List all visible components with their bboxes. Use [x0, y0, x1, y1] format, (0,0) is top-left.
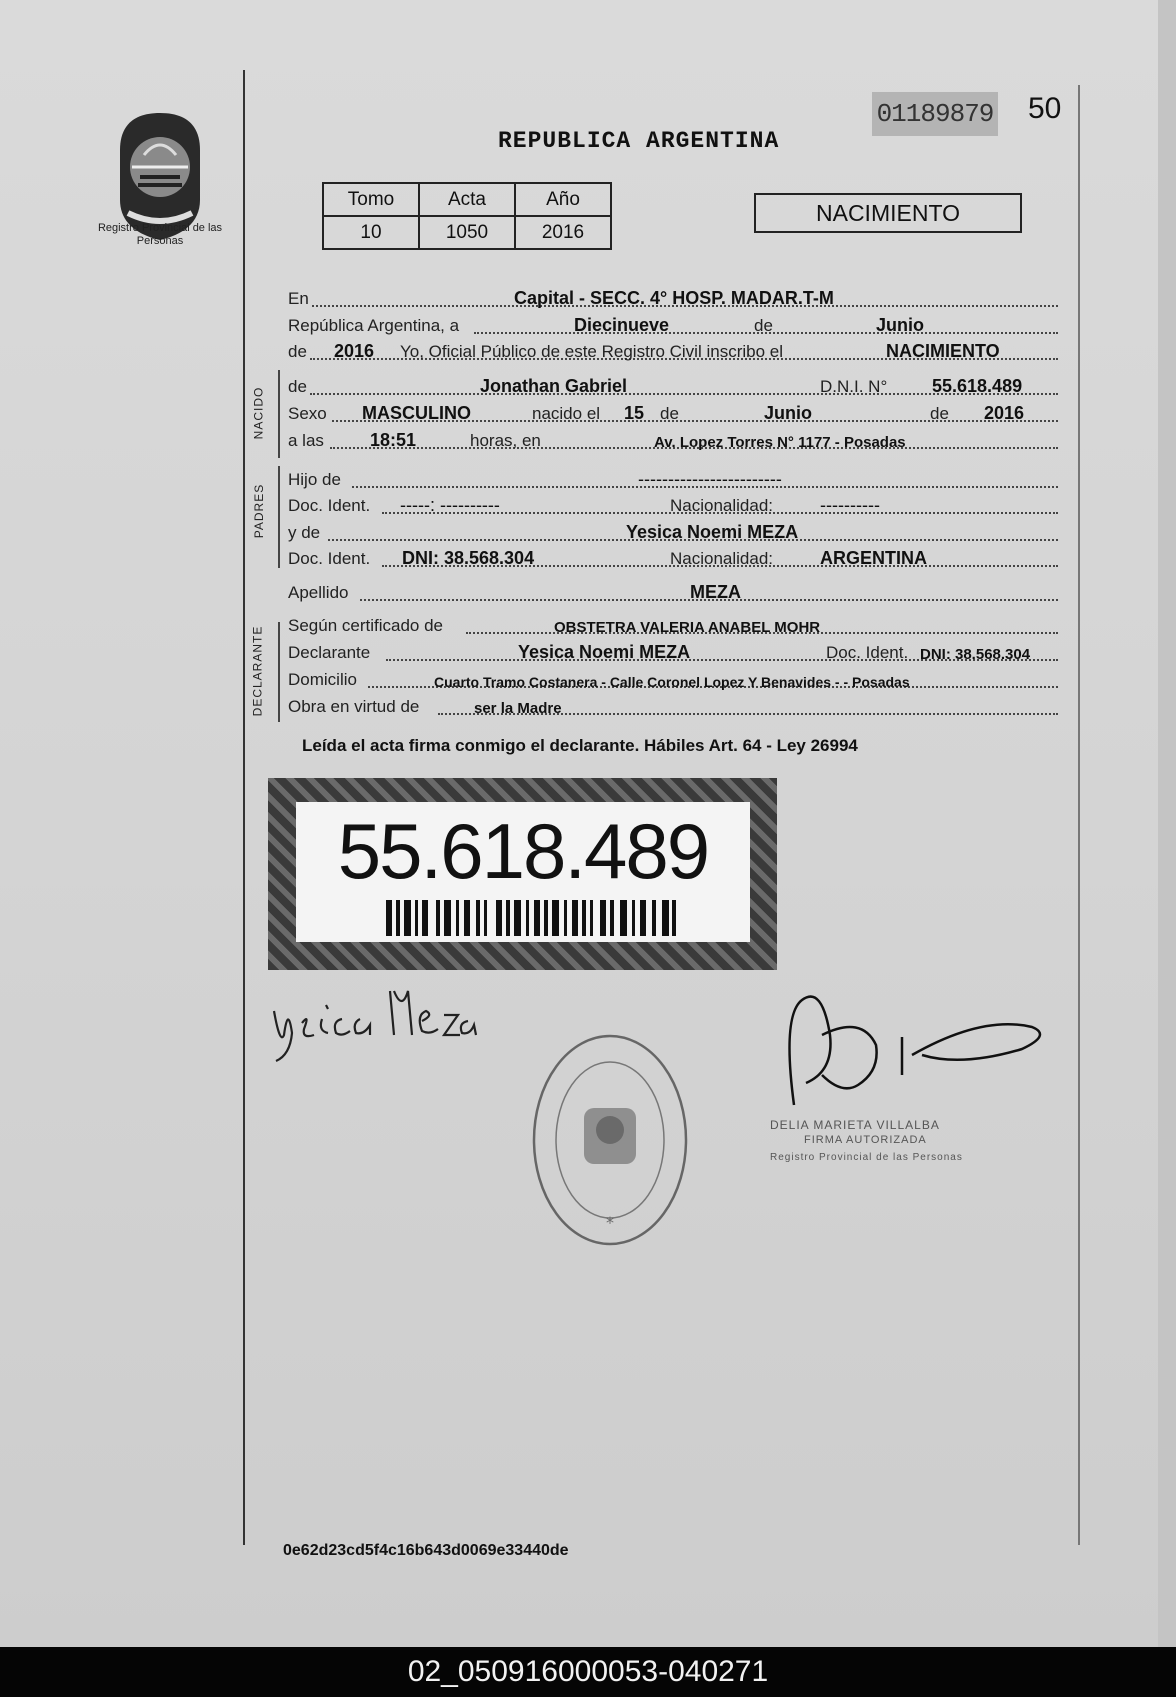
- label-horas-en: horas, en: [470, 431, 541, 450]
- intro-row-year: [288, 340, 1058, 364]
- year-value: 2016: [334, 341, 375, 361]
- label-doc-ident: Doc. Ident.: [288, 549, 371, 568]
- label-nacionalidad: Nacionalidad:: [670, 496, 774, 515]
- label-obra: Obra en virtud de: [288, 697, 420, 716]
- label-de: de: [660, 404, 679, 423]
- label-de: de: [288, 377, 307, 396]
- padres-row-mother-doc: [288, 547, 1058, 571]
- label-hijo-de: Hijo de: [288, 470, 341, 489]
- registered-value: NACIMIENTO: [886, 341, 1000, 361]
- page-edge: [1158, 0, 1176, 1647]
- declarante-row-domicilio: [288, 668, 1058, 692]
- mother-name: Yesica Noemi MEZA: [626, 522, 799, 542]
- birth-day: 15: [624, 403, 645, 423]
- sticker-dni-number: 55.618.489: [337, 807, 709, 895]
- officer-office: Registro Provincial de las Personas: [770, 1152, 963, 1163]
- officer-role: FIRMA AUTORIZADA: [804, 1134, 927, 1146]
- father-nationality: ----------: [820, 495, 880, 515]
- label-sexo: Sexo: [288, 404, 327, 423]
- mother-doc: DNI: 38.568.304: [402, 548, 535, 568]
- scan-footer-id: 02_050916000053-040271: [0, 1647, 1176, 1697]
- nacido-bracket: [278, 370, 280, 458]
- father-doc: -----: ----------: [400, 495, 500, 515]
- birth-year: 2016: [984, 403, 1025, 423]
- label-segun: Según certificado de: [288, 616, 443, 635]
- table-header: Año: [515, 183, 611, 216]
- label-nacido-el: nacido el: [532, 404, 601, 423]
- document-title: REPUBLICA ARGENTINA: [498, 128, 780, 154]
- domicilio-value: Cuarto Tramo Costanera - Calle Coronel Lopez Y Benavides - - Posadas: [434, 674, 910, 690]
- label-de2: de: [288, 342, 307, 361]
- officer-name: DELIA MARIETA VILLALBA: [770, 1118, 940, 1132]
- label-de: de: [930, 404, 949, 423]
- declarante-row-segun: [288, 614, 1058, 638]
- label-de: de: [754, 316, 773, 335]
- label-domicilio: Domicilio: [288, 670, 357, 689]
- section-label-padres: PADRES: [252, 483, 267, 539]
- month-value: Junio: [876, 315, 924, 335]
- table-header: Acta: [419, 183, 515, 216]
- obra-value: ser la Madre: [474, 700, 562, 717]
- left-margin-line: [243, 70, 245, 1545]
- barcode: [386, 900, 676, 936]
- nacido-row-time: [288, 429, 1058, 453]
- mother-nationality: ARGENTINA: [820, 548, 927, 568]
- intro-row-date: [288, 314, 1058, 338]
- birth-month: Junio: [764, 403, 812, 423]
- birth-place: Av. Lopez Torres N° 1177 - Posadas: [654, 434, 906, 451]
- declarante-bracket: [278, 622, 280, 722]
- label-en: En: [288, 289, 309, 308]
- label-nacionalidad: Nacionalidad:: [670, 549, 774, 568]
- table-header: Tomo: [323, 183, 419, 216]
- act-type-box: NACIMIENTO: [754, 193, 1022, 233]
- section-label-nacido: NACIDO: [251, 386, 266, 440]
- label-a-las: a las: [288, 431, 324, 450]
- label-declarante: Declarante: [288, 643, 371, 662]
- certificado-value: OBSTETRA VALERIA ANABEL MOHR: [554, 619, 821, 636]
- yo-text: Yo, Oficial Público de este Registro Civil inscribo el: [400, 342, 783, 361]
- label-doc-ident: Doc. Ident.: [288, 496, 371, 515]
- apellido-value: MEZA: [690, 582, 741, 602]
- label-dni: D.N.I. N°: [820, 377, 888, 396]
- label-republica: República Argentina, a: [288, 316, 460, 335]
- nacido-row-name: [288, 375, 1058, 399]
- padres-row-mother: [288, 521, 1058, 545]
- declarante-row-obra: [288, 695, 1058, 719]
- day-value: Diecinueve: [574, 315, 670, 335]
- document-serial: 01189879: [872, 92, 998, 136]
- birth-time: 18:51: [370, 430, 417, 450]
- page-number: 50: [1028, 92, 1062, 125]
- svg-text:*: *: [606, 1213, 614, 1232]
- table-cell: 2016: [515, 216, 611, 249]
- declarante-doc: DNI: 38.568.304: [920, 646, 1031, 663]
- dni-sticker: [268, 778, 777, 970]
- padres-bracket: [278, 466, 280, 568]
- logo-caption: Registro Provincial de las Personas: [97, 222, 223, 247]
- closing-statement: Leída el acta firma conmigo el declarante. Hábiles Art. 64 - Ley 26994: [302, 736, 858, 755]
- sexo-value: MASCULINO: [362, 403, 471, 423]
- dni-sticker-inner: [296, 802, 750, 942]
- table-cell: 1050: [419, 216, 515, 249]
- label-y-de: y de: [288, 523, 321, 542]
- padres-row-father-doc: [288, 494, 1058, 518]
- section-label-declarante: DECLARANTE: [250, 625, 265, 717]
- apellido-row: [288, 581, 1058, 605]
- place-value: Capital - SECC. 4° HOSP. MADAR.T-M: [514, 288, 834, 308]
- label-doc-ident: Doc. Ident.: [826, 643, 909, 662]
- tomo-acta-ano-table: [322, 182, 612, 250]
- father-name: ------------------------: [638, 469, 782, 489]
- intro-row-en: [288, 287, 1058, 311]
- child-name: Jonathan Gabriel: [480, 376, 628, 396]
- padres-row-hijo: [288, 468, 1058, 492]
- table-cell: 10: [323, 216, 419, 249]
- nacido-row-sexo: [288, 402, 1058, 426]
- child-dni: 55.618.489: [932, 376, 1023, 396]
- declarante-name: Yesica Noemi MEZA: [518, 642, 691, 662]
- declarante-row-name: [288, 641, 1058, 665]
- official-stamp: [530, 1030, 690, 1250]
- label-apellido: Apellido: [288, 583, 349, 602]
- right-margin-line: [1078, 85, 1080, 1545]
- document-hash: 0e62d23cd5f4c16b643d0069e33440de: [283, 1542, 569, 1559]
